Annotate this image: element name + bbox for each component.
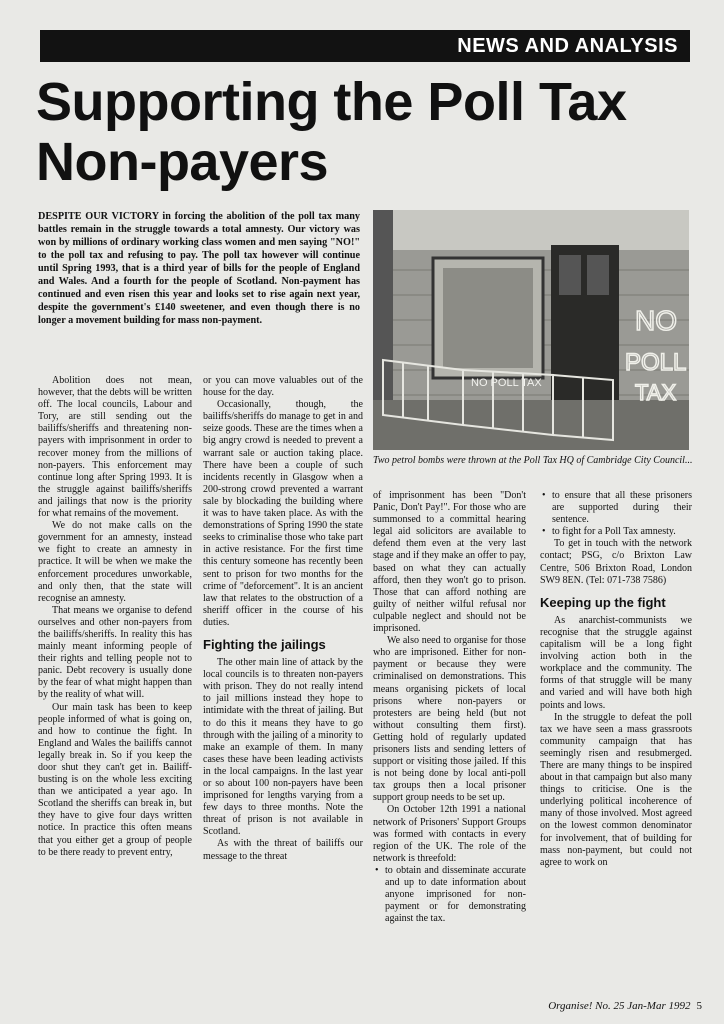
body-paragraph: In the struggle to defeat the poll tax we have seen a mass grassroots community campaign that has seemingly risen and resubmerged. There are many things to be inspired about in that campaign but also many things to criticise. One is the underlying political incoherence of many of those involved. Most agreed on the lowest common denominator for involvement, that of building for mass non-payment, but could not agree to work on bbox=[540, 711, 692, 868]
body-paragraph: Our main task has been to keep people informed of what is going on, and how to continue the fight. In England and Wales the bailiffs cannot legally break in. So if you keep the door shut they can't get in. Bailiff-busting is on the whole less exciting than we anticipated a year ago. In Scotland the sheriffs can break in, but they have to give four days written notice. In practice this often means that you either get a group of people to be there ready to prevent entry, bbox=[38, 701, 192, 858]
graffiti-line-2: POLL bbox=[625, 349, 687, 376]
page-number: 5 bbox=[696, 1000, 702, 1012]
body-paragraph: The other main line of attack by the local councils is to threaten non-payers with prison. They do not really intend to jail millions instead they hope to intimidate with the threat of jailing. But to do this it means they have to go through with the jailing of a minority to make an example of them. In many cases these have been leading activists in the local campaigns. In the last year or so about 100 non-payers have been imprisoned for lengths varying from a few days to three months. Note the threat of prison is not available in Scotland. bbox=[203, 657, 363, 838]
column-1 bbox=[38, 375, 192, 859]
headline-line-2: Non-payers bbox=[36, 132, 329, 192]
subheading-fighting-jailings: Fighting the jailings bbox=[203, 636, 326, 652]
body-paragraph: We also need to organise for those who are imprisoned. Either for non-payment or because they were criminalised on demonstrations. This means organising pickets of local prisons where non-payers or protesters are being held (but not without consulting them first). Getting hold of regularly updated prisoners lists and sending letters of support or visiting those jailed. If this is not being done by local anti-poll tax groups then a local prisoner support group needs to be set up. bbox=[373, 635, 526, 804]
role-list-item: • to fight for a Poll Tax amnesty. bbox=[552, 526, 692, 538]
role-list-item: • to ensure that all these prisoners are supported during their sentence. bbox=[552, 490, 692, 526]
headline-line-1: Supporting the Poll Tax bbox=[36, 72, 627, 132]
intro-paragraph: DESPITE OUR VICTORY in forcing the abolition of the poll tax many battles remain in the struggle towards a total amnesty. Our victory was won by millions of ordinary working class women and men saying "NO!" to the poll tax and refusing to pay. The poll tax however will continue until Spring 1993, that is a third year of bills for the people of England and Wales. And a fourth for the people of Scotland. Non-payment has continued and even risen this year and looks set to rise again next year, despite the government's £140 sweetener, and even though there is no longer a movement building for mass non-payment. bbox=[38, 211, 360, 326]
graffiti-line-3: TAX bbox=[635, 380, 677, 405]
publication-info: Organise! No. 25 Jan-Mar 1992 bbox=[548, 1000, 691, 1012]
body-paragraph: That means we organise to defend ourselves and other non-payers from the bailiffs/sheriffs. In reality this has mainly meant informing people of their rights and telling people not to panic. Debt recovery is usually done by the fear of what might happen than by the reality of what will. bbox=[38, 604, 192, 701]
building-photo-illustration bbox=[373, 210, 689, 450]
photo-caption: Two petrol bombs were thrown at the Poll Tax HQ of Cambridge City Council... bbox=[373, 455, 693, 466]
body-paragraph: To get in touch with the network contact; PSG, c/o Brixton Law Centre, 506 Brixton Road, London SW9 8EN. (Tel: 071-738 7586) bbox=[540, 538, 692, 586]
section-banner: NEWS AND ANALYSIS bbox=[40, 30, 690, 62]
column-3 bbox=[373, 490, 526, 925]
page-footer bbox=[548, 1000, 702, 1012]
body-paragraph: Occasionally, though, the bailiffs/sheriffs do manage to get in and seize goods. These are the times when a big angry crowd is needed to prevent a warrant sale or auction taking place. There have been a couple of such incidents recently in Glasgow when a 200-strong crowd prevented a warrant sale by blockading the building where it was to have taken place. As with the demonstrations of Spring 1990 the state seeks to criminalise those who take part in active resistance. For the first time this century someone has recently been sent to prison for two months for the crime of "deforcement". It is an ancient law that relates to the obstruction of a sheriff officer in the course of his duties. bbox=[203, 399, 363, 628]
role-list bbox=[373, 865, 526, 925]
headline bbox=[36, 72, 696, 192]
column-4 bbox=[540, 490, 692, 869]
body-paragraph: of imprisonment has been "Don't Panic, Don't Pay!". For those who are summonsed to a committal hearing legal aid solicitors are available to defend them even at the very last stage and if they make an offer to pay, based on what they can actually afford, then they won't go to prison. Those that can afford nothing are guilty of neither wilful refusal nor culpable neglect and should not be imprisoned. bbox=[373, 490, 526, 635]
role-list-continued bbox=[540, 490, 692, 538]
body-paragraph: On October 12th 1991 a national network of Prisoners' Support Groups was formed with contacts in every region of the UK. The role of the network is threefold: bbox=[373, 804, 526, 864]
photo-sign-text: NO POLL TAX bbox=[471, 377, 542, 389]
building-photo bbox=[373, 210, 689, 450]
graffiti-line-1: NO bbox=[635, 305, 677, 336]
body-paragraph: Abolition does not mean, however, that the debts will be written off. The local councils, Labour and Tory, are still sending out the bailiffs/sheriffs and threatening non-payers with imprisonment in order to recover money from the millions of non-payers. This enforcement may continue long after Spring 1993. It is the struggle against bailiffs/sheriffs and jailings that now is the priority for what remains of the movement. bbox=[38, 375, 192, 520]
body-paragraph: or you can move valuables out of the house for the day. bbox=[203, 375, 363, 399]
subheading-keeping-up-fight: Keeping up the fight bbox=[540, 594, 666, 610]
body-paragraph: As anarchist-communists we recognise that the struggle against capitalism will be a long fight involving action both in the workplace and the community. The forms of that struggle will be many and varied and will have both high points and lows. bbox=[540, 614, 692, 711]
body-paragraph: As with the threat of bailiffs our message to the threat bbox=[203, 838, 363, 862]
body-paragraph: We do not make calls on the government for an amnesty, instead we fight to create an amnesty in practice. It will be when we make the enforcement procedures unworkable, and only then, that the state will recognise an amnesty. bbox=[38, 520, 192, 604]
column-2 bbox=[203, 375, 363, 863]
role-list-item: • to obtain and disseminate accurate and up to date information about anyone imprisoned for non-payment or for demonstrating against the tax. bbox=[385, 865, 526, 925]
